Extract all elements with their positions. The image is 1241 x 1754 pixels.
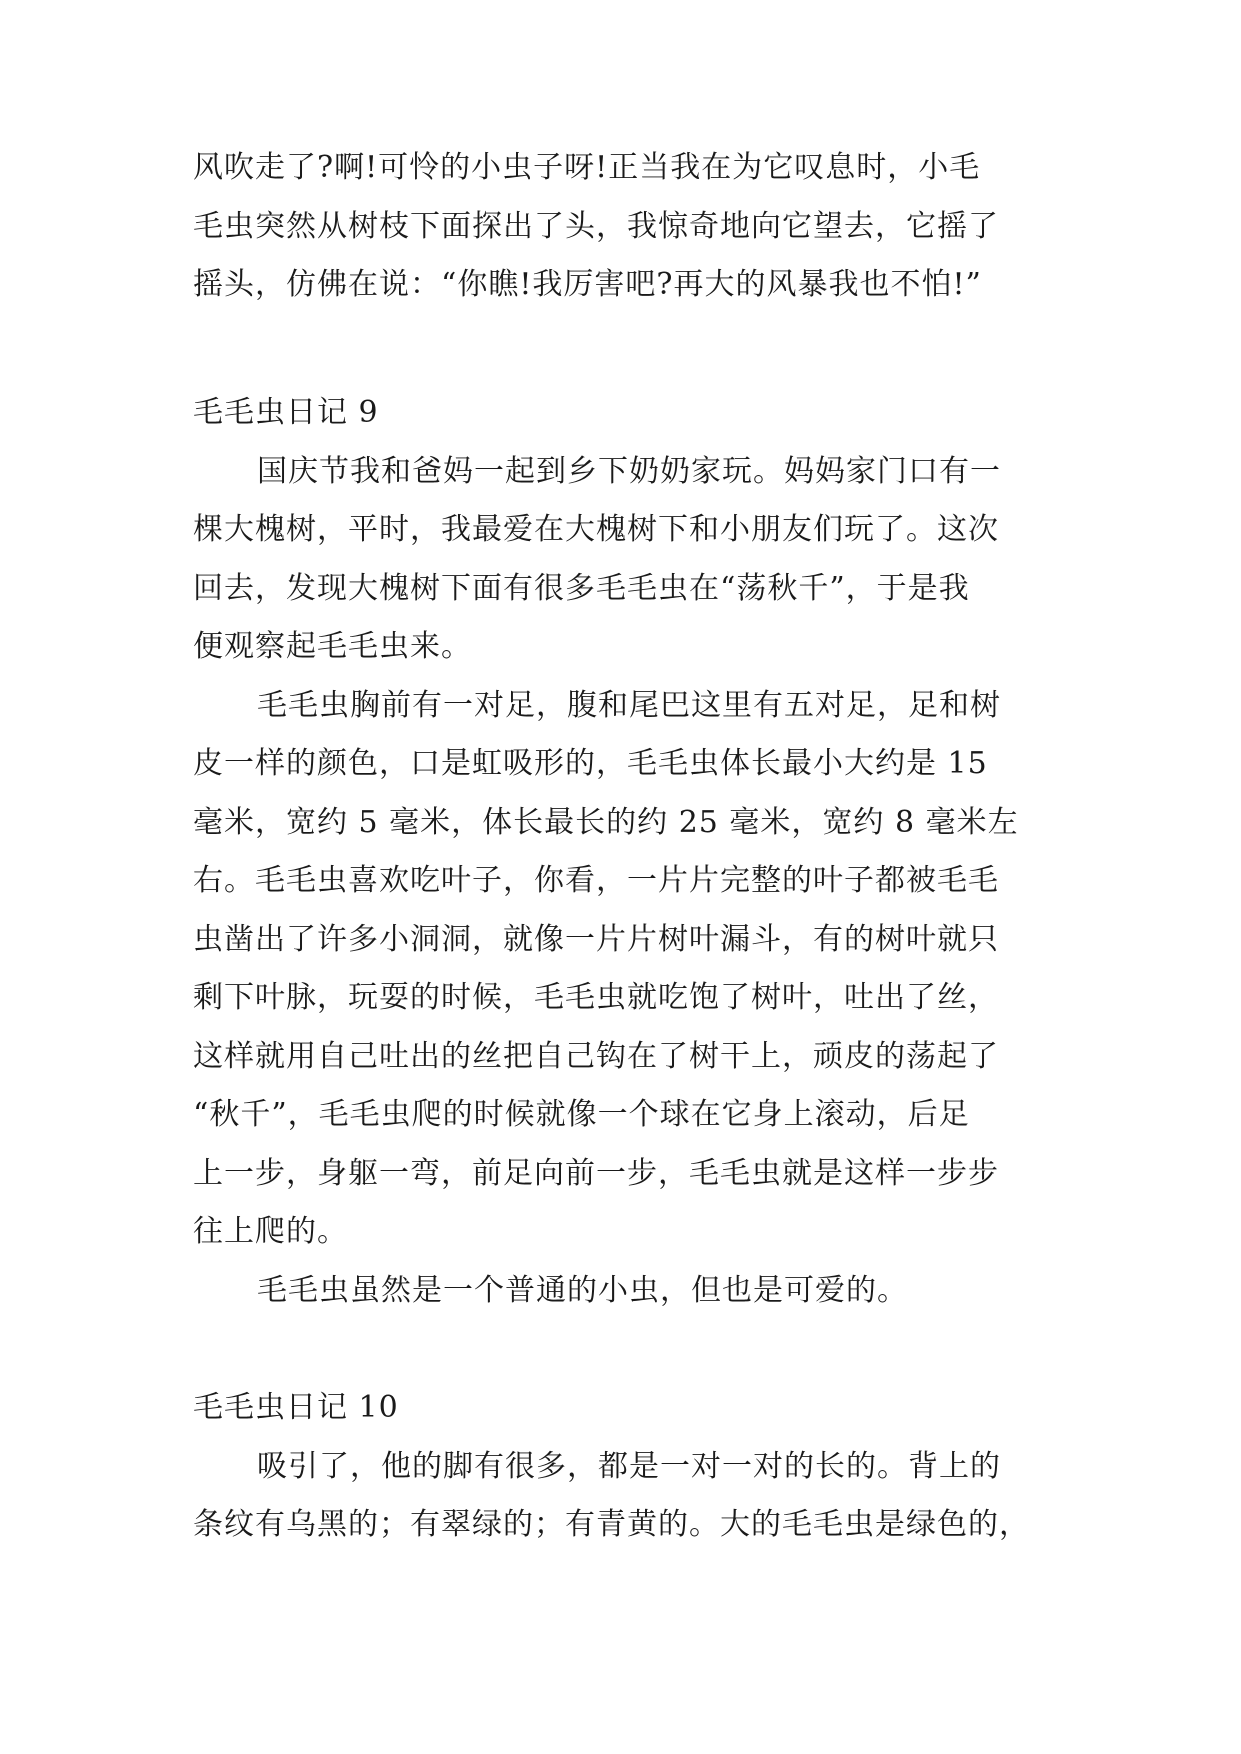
diary-10-title: 毛毛虫日记 10 (193, 1390, 399, 1425)
paragraph-line: 棵大槐树，平时，我最爱在大槐树下和小朋友们玩了。这次 (193, 512, 999, 547)
paragraph-line: 这样就用自己吐出的丝把自己钩在了树干上，顽皮的荡起了 (193, 1038, 999, 1074)
paragraph-line: 上一步，身躯一弯，前足向前一步，毛毛虫就是这样一步步 (193, 1155, 999, 1191)
paragraph-line: 毛虫突然从树枝下面探出了头，我惊奇地向它望去，它摇了 (193, 208, 999, 244)
paragraph-line: 国庆节我和爸妈一起到乡下奶奶家玩。妈妈家门口有一 (257, 453, 1001, 489)
paragraph-line: 毫米，宽约 5 毫米，体长最长的约 25 毫米，宽约 8 毫米左 (193, 804, 1019, 840)
diary-10-section (193, 1379, 1063, 1555)
paragraph-line: 往上爬的。 (193, 1214, 348, 1249)
paragraph-line: 回去，发现大槐树下面有很多毛毛虫在“荡秋千”，于是我 (193, 570, 970, 606)
paragraph-line: 条纹有乌黑的；有翠绿的；有青黄的。大的毛毛虫是绿色的， (193, 1507, 1030, 1542)
paragraph-line: 虫凿出了许多小洞洞，就像一片片树叶漏斗，有的树叶就只 (193, 921, 999, 957)
continuation-paragraph (193, 139, 1063, 315)
paragraph-line: “秋千”，毛毛虫爬的时候就像一个球在它身上滚动，后足 (193, 1097, 970, 1132)
paragraph-line: 毛毛虫虽然是一个普通的小虫，但也是可爱的。 (257, 1272, 908, 1308)
paragraph-line: 摇头，仿佛在说：“你瞧!我厉害吧?再大的风暴我也不怕!” (193, 267, 982, 302)
paragraph-line: 右。毛毛虫喜欢吃叶子，你看，一片片完整的叶子都被毛毛 (193, 863, 999, 898)
paragraph-line: 吸引了，他的脚有很多，都是一对一对的长的。背上的 (257, 1448, 1001, 1484)
paragraph-line: 剩下叶脉，玩耍的时候，毛毛虫就吃饱了树叶，吐出了丝， (193, 980, 999, 1015)
paragraph-line: 便观察起毛毛虫来。 (193, 629, 472, 664)
diary-9-title: 毛毛虫日记 9 (193, 395, 379, 430)
paragraph-line: 皮一样的颜色，口是虹吸形的，毛毛虫体长最小大约是 15 (193, 746, 988, 781)
paragraph-line: 风吹走了?啊!可怜的小虫子呀!正当我在为它叹息时，小毛 (193, 150, 981, 185)
paragraph-line: 毛毛虫胸前有一对足，腹和尾巴这里有五对足，足和树 (257, 687, 1001, 723)
diary-9-section (193, 384, 1063, 1320)
